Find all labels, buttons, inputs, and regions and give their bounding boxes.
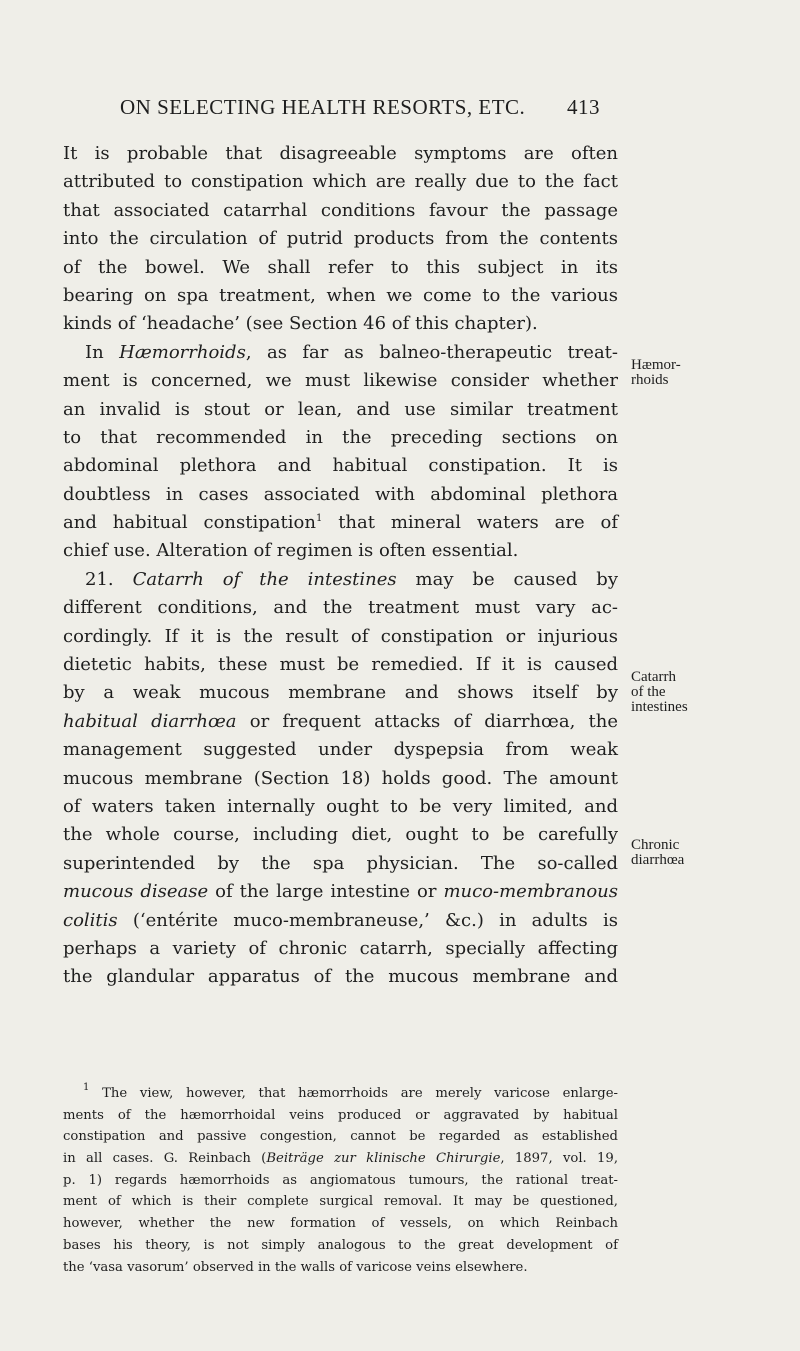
- text-line: In Hæmorrhoids, as far as balneo-therapeutic treat-: [85, 341, 618, 363]
- text-line: to that recommended in the preceding sections on: [63, 426, 618, 448]
- sidenote-haemorrhoids: Hæmor- rhoids: [631, 357, 681, 388]
- footnote-ref: 1: [315, 513, 323, 525]
- text-line: an invalid is stout or lean, and use similar treatment: [63, 398, 618, 420]
- body-text: [63, 140, 618, 992]
- footnote-marker: 1: [83, 1082, 90, 1093]
- text-line: doubtless in cases associated with abdominal plethora: [63, 483, 618, 505]
- text-line: mucous disease of the large intestine or muco-membranous: [63, 881, 619, 903]
- term-colitis: colitis: [63, 909, 118, 931]
- sidenote-chronic-diarrhoea: Chronic diarrhœa: [631, 837, 685, 868]
- footnote-line: constipation and passive congestion, cannot be regarded as established: [63, 1129, 618, 1145]
- term-muco-membranous: muco-membranous: [443, 881, 619, 903]
- footnote-line: ment of which is their complete surgical removal. It may be questioned,: [63, 1194, 618, 1210]
- text-line: abdominal plethora and habitual constipation. It is: [63, 455, 618, 477]
- text-line: mucous membrane (Section 18) holds good. The amount: [63, 767, 618, 789]
- term-habitual-diarrhoea: habitual diarrhœa: [63, 710, 237, 732]
- footnote-line: the ‘vasa vasorum’ observed in the walls of varicose veins elsewhere.: [63, 1259, 528, 1275]
- section-heading: Catarrh of the intestines: [132, 568, 397, 590]
- text-line: colitis (‘entérite muco-membraneuse,’ &c.) in adults is: [63, 909, 618, 931]
- footnote-line: p. 1) regards hæmorrhoids as angiomatous tumours, the rational treat-: [63, 1172, 618, 1188]
- text-line: chief use. Alteration of regimen is often essential.: [63, 540, 519, 562]
- text-line: habitual diarrhœa or frequent attacks of diarrhœa, the: [63, 710, 619, 732]
- text-line: the glandular apparatus of the mucous membrane and: [63, 966, 618, 988]
- text-line: 21. Catarrh of the intestines may be caused by: [85, 568, 618, 590]
- section-number: 21.: [85, 568, 114, 590]
- text-line: of waters taken internally ought to be very limited, and: [63, 795, 618, 817]
- text-line: into the circulation of putrid products from the contents: [63, 228, 618, 250]
- text-line: superintended by the spa physician. The so-called: [63, 852, 618, 874]
- text-line: attributed to constipation which are really due to the fact: [63, 171, 618, 193]
- footnote-line: $^1$ The view, however, that hæmorrhoids are merely varicose enlarge-: [83, 1082, 618, 1101]
- text-line: cordingly. If it is the result of constipation or injurious: [63, 625, 618, 647]
- text-line: perhaps a variety of chronic catarrh, specially affecting: [63, 937, 618, 959]
- text-line: ment is concerned, we must likewise consider whether: [63, 370, 618, 392]
- text-line: kinds of ‘headache’ (see Section 46 of this chapter).: [63, 313, 538, 335]
- footnote-line: bases his theory, is not simply analogous to the great development of: [63, 1237, 618, 1253]
- footnote: [63, 1083, 618, 1278]
- footnote-line: however, whether the new formation of vessels, on which Reinbach: [63, 1216, 618, 1232]
- text-line: different conditions, and the treatment must vary ac-: [63, 597, 618, 619]
- text-line: and habitual constipation$^1$ that mineral waters are of: [63, 512, 618, 534]
- term-mucous-disease: mucous disease: [63, 881, 209, 903]
- text-line: by a weak mucous membrane and shows itself by: [63, 682, 618, 704]
- text-line: of the bowel. We shall refer to this subject in its: [63, 256, 618, 278]
- sidenote-catarrh: Catarrh of the intestines: [631, 669, 688, 715]
- text-line: It is probable that disagreeable symptoms are often: [63, 143, 618, 164]
- running-head: [120, 95, 600, 120]
- text-line: bearing on spa treatment, when we come to the various: [63, 284, 618, 306]
- footnote-line: in all cases. G. Reinbach (Beiträge zur klinische Chirurgie, 1897, vol. 19,: [63, 1151, 619, 1167]
- page-number: 413: [567, 95, 600, 119]
- term-haemorrhoids: Hæmorrhoids: [119, 341, 246, 363]
- running-title: ON SELECTING HEALTH RESORTS, ETC.: [120, 95, 526, 119]
- text-line: the whole course, including diet, ought to be carefully: [63, 824, 618, 846]
- text-line: dietetic habits, these must be remedied. If it is caused: [63, 654, 618, 676]
- text-line: management suggested under dyspepsia from weak: [63, 739, 618, 761]
- footnote-line: ments of the hæmorrhoidal veins produced or aggravated by habitual: [63, 1107, 618, 1123]
- cited-work-title: Beiträge zur klinische Chirurgie: [266, 1151, 501, 1167]
- text-line: that associated catarrhal conditions favour the passage: [63, 199, 618, 221]
